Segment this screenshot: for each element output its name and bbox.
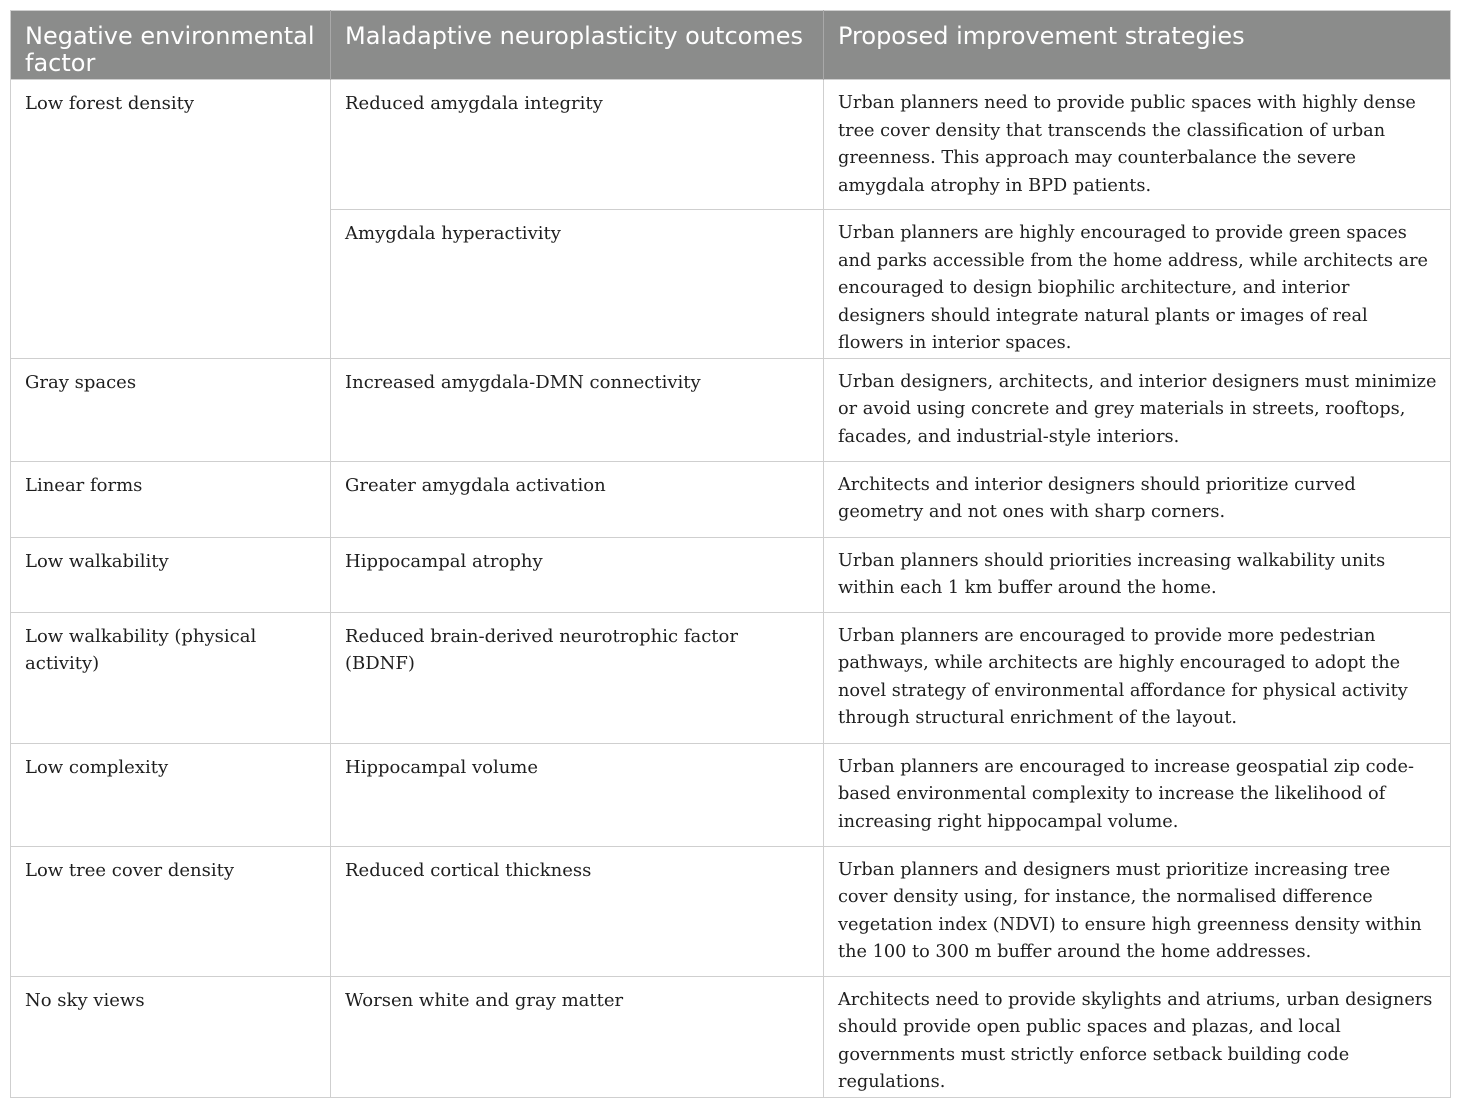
strategy-cell: Architects need to provide skylights and atriums, urban designers should provide open public spaces and plazas, and local governments must strictly enforce setback building code regulations. — [824, 976, 1451, 1097]
environment-neuroplasticity-table — [10, 10, 1451, 1098]
strategy-cell: Urban planners are highly encouraged to provide green spaces and parks accessible from the home address, while architects are encouraged to design biophilic architecture, and interior designers should integrate natural plants or images of real flowers in interior spaces. — [824, 210, 1451, 359]
strategy-cell: Architects and interior designers should prioritize curved geometry and not ones with sharp corners. — [824, 461, 1451, 537]
outcome-cell: Increased amygdala-DMN connectivity — [331, 358, 824, 461]
strategy-cell: Urban designers, architects, and interior designers must minimize or avoid using concrete and grey materials in streets, rooftops, facades, and industrial-style interiors. — [824, 358, 1451, 461]
header-improvement-strategies: Proposed improvement strategies — [824, 11, 1451, 80]
table-row — [11, 612, 1451, 743]
outcome-cell: Greater amygdala activation — [331, 461, 824, 537]
strategy-cell: Urban planners and designers must prioritize increasing tree cover density using, for instance, the normalised difference vegetation index (NDVI) to ensure high greenness density within the 100 to 300 m buffer around the home addresses. — [824, 846, 1451, 976]
outcome-cell: Reduced cortical thickness — [331, 846, 824, 976]
outcome-cell: Hippocampal volume — [331, 743, 824, 846]
table-row — [11, 976, 1451, 1097]
outcome-cell: Reduced brain-derived neurotrophic factor (BDNF) — [331, 612, 824, 743]
factor-cell: Low walkability — [11, 537, 331, 612]
factor-cell: Low complexity — [11, 743, 331, 846]
strategy-cell: Urban planners are encouraged to increase geospatial zip code-based environmental complexity to increase the likelihood of increasing right hippocampal volume. — [824, 743, 1451, 846]
outcome-cell: Reduced amygdala integrity — [331, 80, 824, 210]
factor-cell: Low walkability (physical activity) — [11, 612, 331, 743]
header-maladaptive-outcomes: Maladaptive neuroplasticity outcomes — [331, 11, 824, 80]
table-row — [11, 743, 1451, 846]
outcome-cell: Worsen white and gray matter — [331, 976, 824, 1097]
table-row — [11, 537, 1451, 612]
factor-cell: Linear forms — [11, 461, 331, 537]
strategy-cell: Urban planners need to provide public spaces with highly dense tree cover density that transcends the classification of urban greenness. This approach may counterbalance the severe amygdala atrophy in BPD patients. — [824, 80, 1451, 210]
header-negative-environmental-factor: Negative environmental factor — [11, 11, 331, 80]
table-row — [11, 358, 1451, 461]
outcome-cell: Amygdala hyperactivity — [331, 210, 824, 359]
factor-cell: Low tree cover density — [11, 846, 331, 976]
header-row — [11, 11, 1451, 80]
strategy-cell: Urban planners should priorities increasing walkability units within each 1 km buffer around the home. — [824, 537, 1451, 612]
table-row — [11, 461, 1451, 537]
strategy-cell: Urban planners are encouraged to provide more pedestrian pathways, while architects are highly encouraged to adopt the novel strategy of environmental affordance for physical activity through structural enrichment of the layout. — [824, 612, 1451, 743]
table-row — [11, 846, 1451, 976]
factor-cell: Gray spaces — [11, 358, 331, 461]
table-row — [11, 80, 1451, 210]
outcome-cell: Hippocampal atrophy — [331, 537, 824, 612]
factor-cell: Low forest density — [11, 80, 331, 359]
factor-cell: No sky views — [11, 976, 331, 1097]
